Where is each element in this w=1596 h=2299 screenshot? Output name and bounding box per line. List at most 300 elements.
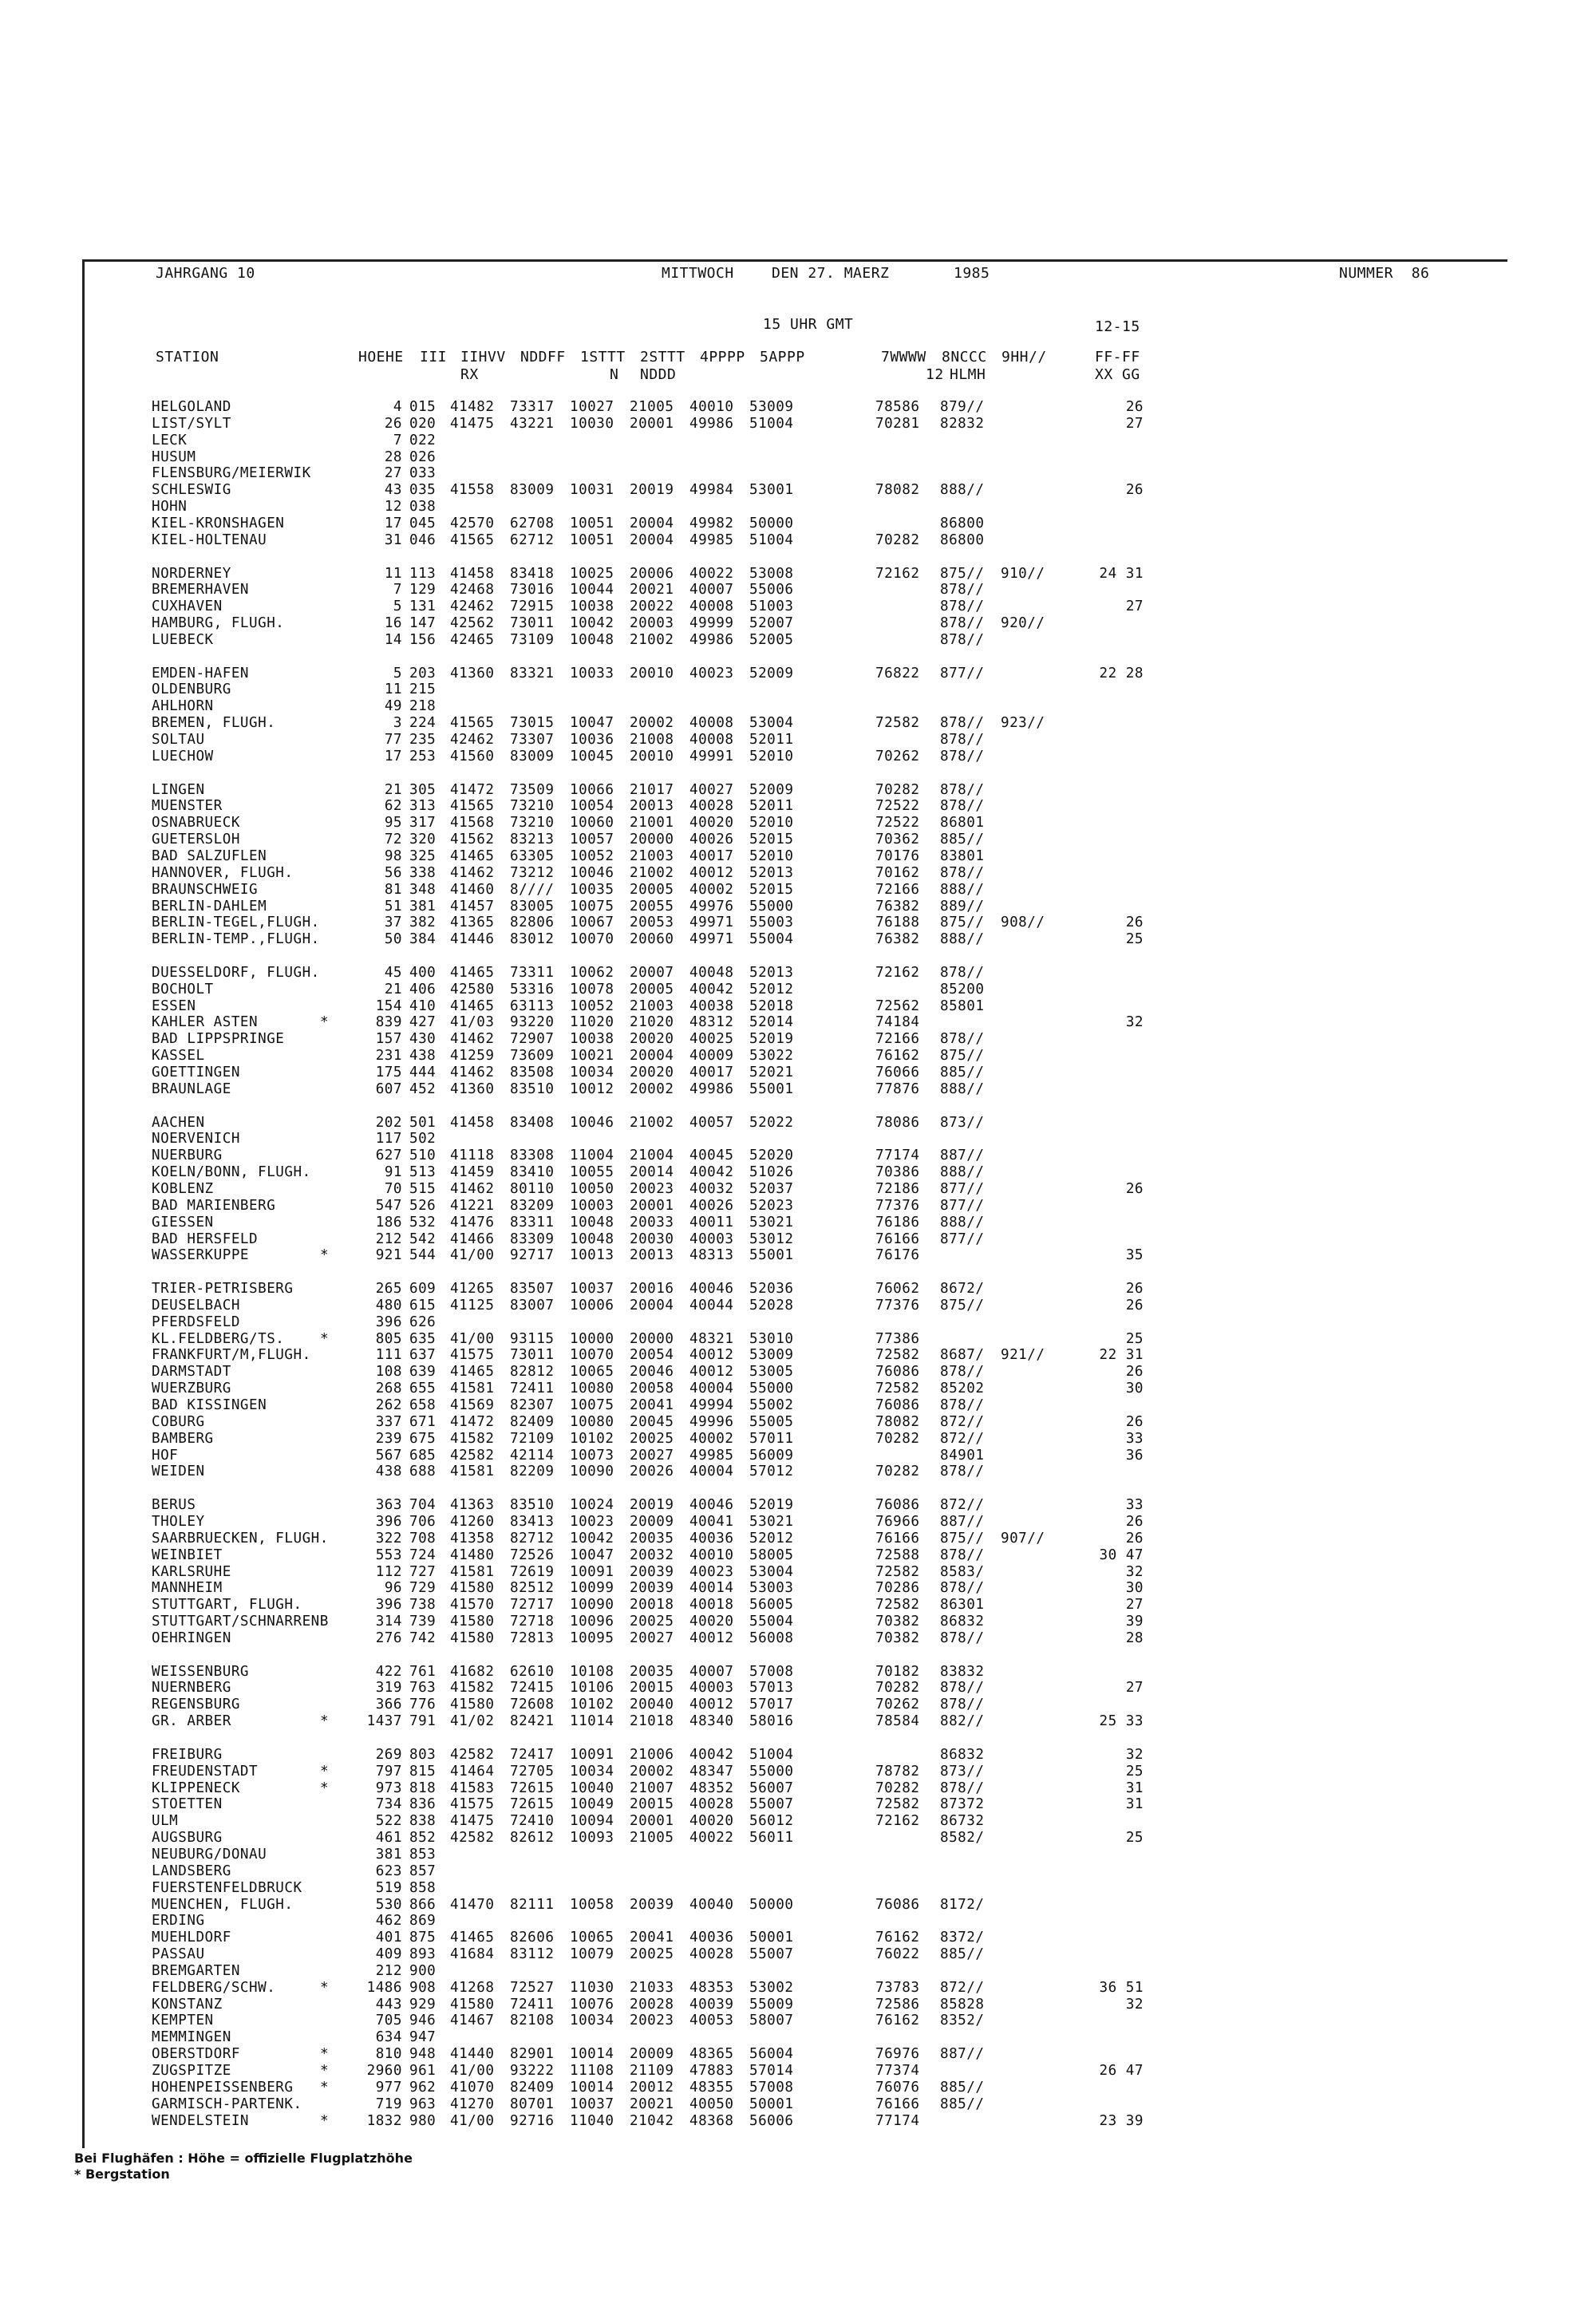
hoehe-value: 705 [375, 2013, 402, 2029]
sttt1-value: 10037 [570, 2096, 614, 2112]
hoehe-value: 276 [375, 1629, 402, 1646]
iii-value: 033 [409, 465, 437, 482]
sttt2-value: 20009 [630, 1513, 674, 1530]
wwww-value: 76976 [875, 2046, 920, 2063]
col-iii: III [420, 349, 448, 365]
col-7wwww-sub: 12 [926, 366, 944, 383]
station-name: WEIDEN [152, 1464, 205, 1480]
sttt1-value: 10051 [570, 515, 614, 531]
pppp-value: 49982 [689, 515, 734, 531]
sttt1-value: 10096 [570, 1614, 614, 1630]
pppp-value: 49991 [689, 748, 734, 764]
pppp-value: 40032 [689, 1180, 734, 1197]
iii-value: 147 [409, 615, 437, 632]
station-name: MUEHLDORF [152, 1930, 231, 1946]
mountain-station-marker: * [320, 1014, 330, 1031]
sttt1-value: 10091 [570, 1563, 614, 1580]
iihvv-value: 41560 [450, 748, 495, 764]
station-name: KIEL-KRONSHAGEN [152, 515, 285, 531]
iii-value: 131 [409, 598, 437, 615]
appp-value: 53022 [749, 1048, 794, 1065]
iii-value: 675 [409, 1430, 437, 1447]
station-name: ULM [152, 1813, 179, 1830]
ff-value: 26 47 [1099, 2063, 1144, 2079]
pppp-value: 49971 [689, 931, 734, 948]
iii-value: 020 [409, 415, 437, 432]
station-name: BERLIN-DAHLEM [152, 898, 267, 914]
sttt2-value: 21109 [630, 2063, 674, 2079]
sttt1-value: 10090 [570, 1597, 614, 1614]
hoehe-value: 443 [375, 1996, 402, 2013]
iii-value: 015 [409, 399, 437, 415]
hoehe-value: 212 [375, 1230, 402, 1247]
ff-value: 26 [1125, 482, 1144, 499]
nddff-value: 53316 [510, 981, 555, 997]
sttt2-value: 20035 [630, 1663, 674, 1680]
hoehe-value: 72 [384, 832, 402, 848]
iihvv-value: 42562 [450, 615, 495, 632]
station-name: AUGSBURG [152, 1830, 223, 1847]
wwww-value: 72582 [875, 1597, 920, 1614]
iihvv-value: 41580 [450, 1996, 495, 2013]
hoehe-value: 7 [393, 432, 402, 448]
sttt2-value: 20032 [630, 1546, 674, 1563]
sttt1-value: 10052 [570, 997, 614, 1014]
nccc-value: 83801 [940, 847, 985, 864]
hoehe-value: 21 [384, 981, 402, 997]
iii-value: 026 [409, 448, 437, 465]
nddff-value: 83311 [510, 1214, 555, 1230]
hoehe-value: 154 [375, 997, 402, 1014]
nddff-value: 92716 [510, 2112, 555, 2129]
iii-value: 046 [409, 531, 437, 548]
nccc-value: 875// [940, 1048, 985, 1065]
pppp-value: 49984 [689, 482, 734, 499]
station-name: MANNHEIM [152, 1580, 223, 1597]
hoehe-value: 314 [375, 1614, 402, 1630]
appp-value: 51004 [749, 531, 794, 548]
iihvv-value: 41466 [450, 1230, 495, 1247]
nccc-value: 888// [940, 881, 985, 898]
hoehe-value: 5 [393, 665, 402, 681]
sttt2-value: 21002 [630, 631, 674, 648]
wwww-value: 77374 [875, 2063, 920, 2079]
station-name: KEMPTEN [152, 2013, 214, 2029]
wwww-value: 76022 [875, 1946, 920, 1963]
iii-value: 724 [409, 1546, 437, 1563]
iihvv-value: 41558 [450, 482, 495, 499]
nccc-value: 878// [940, 1580, 985, 1597]
appp-value: 52013 [749, 864, 794, 881]
sttt1-value: 10102 [570, 1697, 614, 1713]
sttt1-value: 11030 [570, 1979, 614, 1996]
sttt2-value: 20039 [630, 1580, 674, 1597]
pppp-value: 40028 [689, 798, 734, 815]
sttt2-value: 20027 [630, 1447, 674, 1464]
sttt1-value: 10095 [570, 1629, 614, 1646]
pppp-value: 48313 [689, 1247, 734, 1264]
hoehe-value: 27 [384, 465, 402, 482]
nddff-value: 72527 [510, 1979, 555, 1996]
sttt2-value: 20045 [630, 1413, 674, 1430]
station-name: STOETTEN [152, 1796, 223, 1813]
station-name: KOBLENZ [152, 1180, 214, 1197]
sttt1-value: 10000 [570, 1330, 614, 1347]
sttt1-value: 11108 [570, 2063, 614, 2079]
wwww-value: 70182 [875, 1663, 920, 1680]
report-sheet [82, 259, 1507, 2148]
nddff-value: 80701 [510, 2096, 555, 2112]
pppp-value: 40028 [689, 1796, 734, 1813]
iihvv-value: 42462 [450, 732, 495, 748]
appp-value: 51004 [749, 415, 794, 432]
nccc-value: 87372 [940, 1796, 985, 1813]
wwww-value: 72582 [875, 1796, 920, 1813]
pppp-value: 40012 [689, 1697, 734, 1713]
station-name: ERDING [152, 1913, 205, 1930]
appp-value: 53012 [749, 1230, 794, 1247]
station-name: OEHRINGEN [152, 1629, 231, 1646]
sttt2-value: 20041 [630, 1397, 674, 1413]
sttt2-value: 21017 [630, 781, 674, 798]
appp-value: 52018 [749, 997, 794, 1014]
nddff-value: 8//// [510, 881, 555, 898]
nddff-value: 83408 [510, 1114, 555, 1131]
iii-value: 763 [409, 1680, 437, 1697]
pppp-value: 40020 [689, 1813, 734, 1830]
nccc-value: 85801 [940, 997, 985, 1014]
nccc-value: 875// [940, 1297, 985, 1313]
iihvv-value: 41465 [450, 1364, 495, 1381]
nccc-value: 83832 [940, 1663, 985, 1680]
nccc-value: 8352/ [940, 2013, 985, 2029]
pppp-value: 48347 [689, 1763, 734, 1780]
appp-value: 53004 [749, 715, 794, 732]
sttt2-value: 20007 [630, 964, 674, 981]
appp-value: 52021 [749, 1065, 794, 1080]
iii-value: 313 [409, 798, 437, 815]
pppp-value: 40023 [689, 1563, 734, 1580]
iii-value: 908 [409, 1979, 437, 1996]
iii-value: 320 [409, 832, 437, 848]
wwww-value: 70282 [875, 1464, 920, 1480]
iihvv-value: 41464 [450, 1763, 495, 1780]
period-label: 12-15 [1095, 318, 1140, 335]
sttt1-value: 10006 [570, 1297, 614, 1313]
hoehe-value: 422 [375, 1663, 402, 1680]
sttt2-value: 20055 [630, 898, 674, 914]
station-name: BRAUNLAGE [152, 1080, 231, 1097]
pppp-value: 40053 [689, 2013, 734, 2029]
nccc-value: 8372/ [940, 1930, 985, 1946]
station-name: GIESSEN [152, 1214, 214, 1230]
hoehe-value: 31 [384, 531, 402, 548]
iii-value: 253 [409, 748, 437, 764]
mountain-station-marker: * [320, 1330, 330, 1347]
ff-value: 32 [1125, 1563, 1144, 1580]
hoehe-value: 462 [375, 1913, 402, 1930]
iihvv-value: 41/00 [450, 1330, 495, 1347]
hoehe-value: 91 [384, 1164, 402, 1181]
sttt2-value: 21006 [630, 1746, 674, 1763]
hoehe-value: 70 [384, 1180, 402, 1197]
sttt1-value: 10046 [570, 1114, 614, 1131]
pppp-value: 40004 [689, 1464, 734, 1480]
appp-value: 51026 [749, 1164, 794, 1181]
appp-value: 52020 [749, 1148, 794, 1164]
col-2sttt-sub: NDDD [640, 366, 677, 383]
appp-value: 56006 [749, 2112, 794, 2129]
wwww-value: 72522 [875, 798, 920, 815]
sttt1-value: 10073 [570, 1447, 614, 1464]
sttt1-value: 10003 [570, 1197, 614, 1214]
pppp-value: 48352 [689, 1780, 734, 1796]
jahrgang-label: JAHRGANG 10 [156, 265, 255, 282]
nddff-value: 72615 [510, 1796, 555, 1813]
station-name: GARMISCH-PARTENK. [152, 2096, 302, 2112]
iii-value: 224 [409, 715, 437, 732]
pppp-value: 40012 [689, 1347, 734, 1364]
iii-value: 706 [409, 1513, 437, 1530]
sttt1-value: 10078 [570, 981, 614, 997]
station-name: AACHEN [152, 1114, 205, 1131]
nddff-value: 73011 [510, 1347, 555, 1364]
hoehe-value: 49 [384, 698, 402, 715]
station-name: HUSUM [152, 448, 196, 465]
iii-value: 739 [409, 1614, 437, 1630]
hoehe-value: 547 [375, 1197, 402, 1214]
mountain-station-marker: * [320, 2112, 330, 2129]
appp-value: 57013 [749, 1680, 794, 1697]
iii-value: 853 [409, 1846, 437, 1863]
nccc-value: 885// [940, 2096, 985, 2112]
wwww-value: 76086 [875, 1364, 920, 1381]
ff-value: 36 [1125, 1447, 1144, 1464]
station-name: HANNOVER, FLUGH. [152, 864, 294, 881]
nddff-value: 82712 [510, 1530, 555, 1546]
appp-value: 53009 [749, 1347, 794, 1364]
sttt1-value: 10058 [570, 1896, 614, 1913]
station-name: THOLEY [152, 1513, 205, 1530]
mountain-station-marker: * [320, 1763, 330, 1780]
hoehe-value: 98 [384, 847, 402, 864]
pppp-value: 40004 [689, 1381, 734, 1397]
iii-value: 305 [409, 781, 437, 798]
sttt1-value: 10057 [570, 832, 614, 848]
pppp-value: 40023 [689, 665, 734, 681]
hoehe-value: 519 [375, 1879, 402, 1896]
nccc-value: 878// [940, 1464, 985, 1480]
hoehe-value: 921 [375, 1247, 402, 1264]
station-name: OBERSTDORF [152, 2046, 240, 2063]
hoehe-value: 269 [375, 1746, 402, 1763]
pppp-value: 40003 [689, 1680, 734, 1697]
wwww-value: 76162 [875, 2013, 920, 2029]
station-name: LINGEN [152, 781, 205, 798]
iii-value: 532 [409, 1214, 437, 1230]
pppp-value: 40028 [689, 1946, 734, 1963]
pppp-value: 49996 [689, 1413, 734, 1430]
pppp-value: 40042 [689, 1164, 734, 1181]
sttt1-value: 10076 [570, 1996, 614, 2013]
appp-value: 52015 [749, 832, 794, 848]
nddff-value: 83418 [510, 565, 555, 582]
pppp-value: 40007 [689, 1663, 734, 1680]
iii-value: 609 [409, 1281, 437, 1298]
appp-value: 52019 [749, 1031, 794, 1048]
sttt1-value: 10102 [570, 1430, 614, 1447]
pppp-value: 40022 [689, 565, 734, 582]
nccc-value: 8687/ [940, 1347, 985, 1364]
year-label: 1985 [954, 265, 990, 282]
iii-value: 381 [409, 898, 437, 914]
pppp-value: 40042 [689, 981, 734, 997]
station-name: BAD MARIENBERG [152, 1197, 276, 1214]
station-name: MUENSTER [152, 798, 223, 815]
iihvv-value: 41682 [450, 1663, 495, 1680]
nddff-value: 73210 [510, 798, 555, 815]
ff-value: 32 [1125, 1996, 1144, 2013]
wwww-value: 72582 [875, 1347, 920, 1364]
station-name: FLENSBURG/MEIERWIK [152, 465, 311, 482]
nccc-value: 878// [940, 615, 985, 632]
wwww-value: 76166 [875, 1530, 920, 1546]
pppp-value: 40026 [689, 832, 734, 848]
iihvv-value: 41462 [450, 864, 495, 881]
wwww-value: 72582 [875, 1381, 920, 1397]
sttt1-value: 10013 [570, 1247, 614, 1264]
station-name: DEUSELBACH [152, 1297, 240, 1313]
station-name: BERUS [152, 1497, 196, 1514]
station-name: KIEL-HOLTENAU [152, 531, 267, 548]
appp-value: 53009 [749, 399, 794, 415]
sttt1-value: 10046 [570, 864, 614, 881]
hoehe-value: 2960 [366, 2063, 402, 2079]
appp-value: 52011 [749, 798, 794, 815]
sttt2-value: 20000 [630, 832, 674, 848]
station-name: NORDERNEY [152, 565, 231, 582]
nccc-value: 878// [940, 1629, 985, 1646]
nddff-value: 43221 [510, 415, 555, 432]
sttt2-value: 20025 [630, 1430, 674, 1447]
station-name: BAD KISSINGEN [152, 1397, 267, 1413]
pppp-value: 40042 [689, 1746, 734, 1763]
appp-value: 52009 [749, 781, 794, 798]
appp-value: 53002 [749, 1979, 794, 1996]
sttt1-value: 10090 [570, 1464, 614, 1480]
nccc-value: 878// [940, 598, 985, 615]
iii-value: 338 [409, 864, 437, 881]
iihvv-value: 41582 [450, 1430, 495, 1447]
sttt2-value: 20010 [630, 748, 674, 764]
sttt1-value: 10024 [570, 1497, 614, 1514]
sttt2-value: 20053 [630, 914, 674, 931]
nddff-value: 73307 [510, 732, 555, 748]
hoehe-value: 262 [375, 1397, 402, 1413]
sttt1-value: 10070 [570, 1347, 614, 1364]
hoehe-value: 268 [375, 1381, 402, 1397]
pppp-value: 40010 [689, 1546, 734, 1563]
ff-value: 30 [1125, 1580, 1144, 1597]
nccc-value: 872// [940, 1497, 985, 1514]
sttt1-value: 10050 [570, 1180, 614, 1197]
sttt2-value: 20018 [630, 1597, 674, 1614]
station-name: SOLTAU [152, 732, 205, 748]
sttt2-value: 21001 [630, 815, 674, 832]
sttt1-value: 10048 [570, 1230, 614, 1247]
col-8nccc: 8NCCC [942, 349, 987, 365]
iihvv-value: 41465 [450, 964, 495, 981]
nddff-value: 72608 [510, 1697, 555, 1713]
iihvv-value: 42570 [450, 515, 495, 531]
wwww-value: 70362 [875, 832, 920, 848]
iii-value: 235 [409, 732, 437, 748]
station-name: STUTTGART/SCHNARRENB [152, 1614, 329, 1630]
appp-value: 52010 [749, 815, 794, 832]
wwww-value: 72186 [875, 1180, 920, 1197]
iihvv-value: 41125 [450, 1297, 495, 1313]
nccc-value: 878// [940, 582, 985, 598]
station-name: SAARBRUECKEN, FLUGH. [152, 1530, 329, 1546]
nccc-value: 8583/ [940, 1563, 985, 1580]
pppp-value: 40002 [689, 881, 734, 898]
ff-value: 31 [1125, 1780, 1144, 1796]
station-name: BERLIN-TEMP.,FLUGH. [152, 931, 320, 948]
iii-value: 615 [409, 1297, 437, 1313]
iihvv-value: 41462 [450, 1180, 495, 1197]
nddff-value: 62712 [510, 531, 555, 548]
nccc-value: 875// [940, 565, 985, 582]
sttt1-value: 10099 [570, 1580, 614, 1597]
iii-value: 866 [409, 1896, 437, 1913]
hoehe-value: 112 [375, 1563, 402, 1580]
pppp-value: 40050 [689, 2096, 734, 2112]
station-name: CUXHAVEN [152, 598, 223, 615]
iii-value: 948 [409, 2046, 437, 2063]
appp-value: 52010 [749, 847, 794, 864]
nccc-value: 8582/ [940, 1830, 985, 1847]
nccc-value: 878// [940, 864, 985, 881]
pppp-value: 40002 [689, 1430, 734, 1447]
pppp-value: 48321 [689, 1330, 734, 1347]
wwww-value: 76176 [875, 1247, 920, 1264]
nddff-value: 72619 [510, 1563, 555, 1580]
iii-value: 444 [409, 1065, 437, 1080]
wwww-value: 72162 [875, 964, 920, 981]
sttt1-value: 10070 [570, 931, 614, 948]
ff-value: 25 33 [1099, 1713, 1144, 1730]
nccc-value: 888// [940, 482, 985, 499]
appp-value: 52012 [749, 981, 794, 997]
appp-value: 55009 [749, 1996, 794, 2013]
nddff-value: 80110 [510, 1180, 555, 1197]
nddff-value: 72718 [510, 1614, 555, 1630]
pppp-value: 40020 [689, 815, 734, 832]
iii-value: 526 [409, 1197, 437, 1214]
pppp-value: 40057 [689, 1114, 734, 1131]
sttt1-value: 10066 [570, 781, 614, 798]
sttt1-value: 10027 [570, 399, 614, 415]
iihvv-value: 42580 [450, 981, 495, 997]
nddff-value: 83012 [510, 931, 555, 948]
iii-value: 637 [409, 1347, 437, 1364]
col-2sttt: 2STTT [640, 349, 685, 365]
col-iihvv: IIHVV [460, 349, 506, 365]
hoehe-value: 396 [375, 1597, 402, 1614]
iihvv-value: 41580 [450, 1629, 495, 1646]
observation-time: 15 UHR GMT [763, 316, 854, 333]
nddff-value: 83507 [510, 1281, 555, 1298]
